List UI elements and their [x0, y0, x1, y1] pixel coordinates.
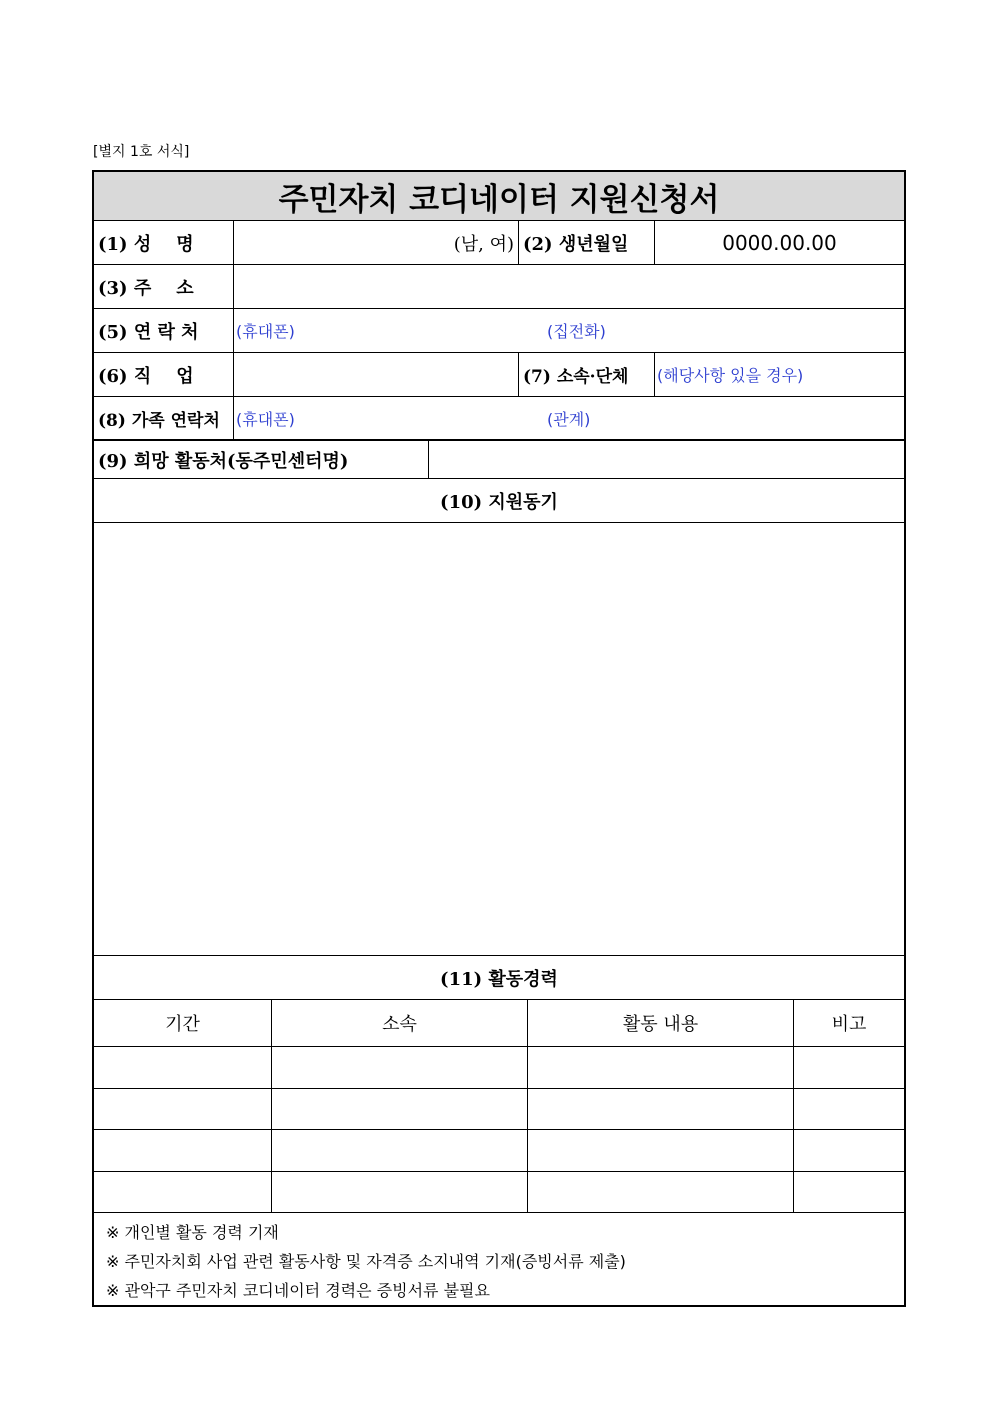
- gender-hint: (남, 여): [453, 233, 514, 255]
- career-row: [94, 1047, 904, 1089]
- address-label: (3) 주 소: [94, 265, 234, 308]
- address-row: [94, 265, 904, 309]
- column-remarks: 비고: [831, 1014, 867, 1035]
- career-column-row: [94, 1000, 904, 1047]
- relation-hint: (관계): [547, 409, 591, 429]
- affiliation-hint: (해당사항 있을 경우): [657, 366, 804, 385]
- affiliation-cell[interactable]: [272, 1172, 528, 1212]
- affiliation-cell[interactable]: [272, 1130, 528, 1171]
- desired-place-row: [94, 441, 904, 479]
- title-row: [94, 172, 904, 221]
- remarks-cell[interactable]: [794, 1130, 904, 1171]
- period-cell[interactable]: [94, 1172, 272, 1212]
- career-row: [94, 1172, 904, 1213]
- period-cell[interactable]: [94, 1130, 272, 1171]
- column-activity: 활동 내용: [528, 1000, 794, 1046]
- activity-cell[interactable]: [528, 1047, 794, 1088]
- note-item: ※ 개인별 활동 경력 기재: [106, 1223, 279, 1242]
- contact-row: [94, 309, 904, 353]
- name-row: [94, 221, 904, 265]
- note-item: ※ 관악구 주민자치 코디네이터 경력은 증빙서류 불필요: [106, 1281, 490, 1300]
- affiliation-label: (7) 소속·단체: [519, 353, 655, 396]
- family-mobile-hint: (휴대폰): [236, 409, 295, 429]
- activity-cell[interactable]: [528, 1089, 794, 1129]
- motivation-header: (10) 지원동기: [440, 491, 558, 513]
- career-header: (11) 활동경력: [440, 968, 558, 990]
- form-title: 주민자치 코디네이터 지원신청서: [94, 172, 904, 220]
- remarks-cell[interactable]: [794, 1047, 904, 1088]
- job-field[interactable]: [234, 353, 519, 396]
- notes-section: [94, 1213, 904, 1305]
- activity-cell[interactable]: [528, 1130, 794, 1171]
- desired-place-field[interactable]: [429, 441, 904, 478]
- name-field[interactable]: [234, 221, 519, 264]
- period-cell[interactable]: [94, 1089, 272, 1129]
- affiliation-cell[interactable]: [272, 1047, 528, 1088]
- family-contact-row: [94, 397, 904, 441]
- column-period: 기간: [94, 1000, 272, 1046]
- contact-field[interactable]: [234, 309, 904, 352]
- activity-cell[interactable]: [528, 1172, 794, 1212]
- job-row: [94, 353, 904, 397]
- column-affiliation: 소속: [272, 1000, 528, 1046]
- career-row: [94, 1130, 904, 1172]
- career-header-row: [94, 956, 904, 1000]
- family-contact-field[interactable]: [234, 397, 904, 439]
- motivation-header-row: [94, 479, 904, 523]
- contact-label: (5) 연 락 처: [94, 309, 234, 352]
- affiliation-field[interactable]: [655, 353, 904, 396]
- motivation-area[interactable]: [94, 523, 904, 956]
- form-number-label: [별지 1호 서식]: [93, 144, 190, 160]
- birth-value: 0000.00.00: [722, 230, 837, 255]
- family-contact-label: (8) 가족 연락처: [94, 397, 234, 439]
- name-label: (1) 성 명: [94, 221, 234, 264]
- note-item: ※ 주민자치회 사업 관련 활동사항 및 자격증 소지내역 기재(증빙서류 제출): [106, 1252, 626, 1271]
- period-cell[interactable]: [94, 1047, 272, 1088]
- desired-place-label: (9) 희망 활동처(동주민센터명): [94, 441, 429, 478]
- birth-label: (2) 생년월일: [519, 221, 655, 264]
- affiliation-cell[interactable]: [272, 1089, 528, 1129]
- birth-field[interactable]: [655, 221, 904, 264]
- career-row: [94, 1089, 904, 1130]
- home-phone-hint: (집전화): [547, 322, 606, 341]
- remarks-cell[interactable]: [794, 1172, 904, 1212]
- address-field[interactable]: [234, 265, 904, 308]
- application-form: [92, 170, 906, 1307]
- remarks-cell[interactable]: [794, 1089, 904, 1129]
- mobile-hint: (휴대폰): [236, 322, 295, 341]
- job-label: (6) 직 업: [94, 353, 234, 396]
